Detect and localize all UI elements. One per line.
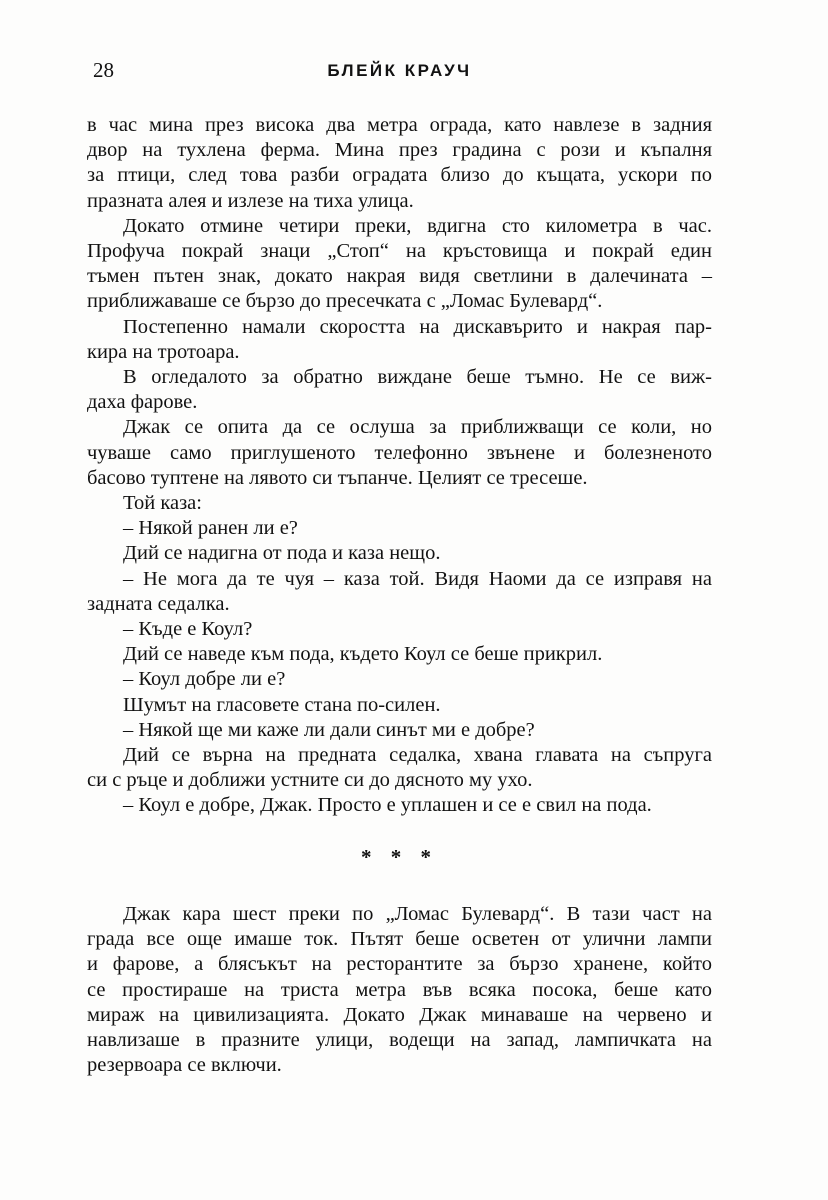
text-line: даха фарове. — [87, 391, 198, 414]
text-line: Дий се наведе към пода, където Коул се беше прикрил. — [123, 643, 603, 666]
text-line: Дий се надигна от пода и каза нещо. — [123, 542, 441, 565]
text-line: Дий се върна на предната седалка, хвана главата на съпруга — [123, 744, 712, 767]
text-line: басово туптене на лявото си тъпанче. Целият се тресеше. — [87, 466, 588, 489]
page-number: 28 — [93, 58, 114, 82]
text-line: чуваше само приглушеното телефонно звънене и болезненото — [87, 441, 712, 464]
text-line: Докато отмине четири преки, вдигна сто километра в час. — [123, 214, 712, 237]
text-line: – Някой ще ми каже ли дали синът ми е добре? — [123, 718, 535, 741]
text-line: града все още имаше ток. Пътят беше осветен от улични лампи — [87, 928, 712, 951]
text-line: и фарове, а блясъкът на ресторантите за бързо хранене, който — [87, 953, 712, 976]
text-line: си с ръце и доближи устните си до дясното му ухо. — [87, 769, 533, 792]
text-line: празната алея и излезе на тиха улица. — [87, 189, 414, 212]
running-title-author: БЛЕЙК КРАУЧ — [327, 61, 472, 80]
text-line: приближаваше се бързо до пресечката с „Ломас Булевард“. — [87, 290, 603, 313]
text-line: кира на тротоара. — [87, 340, 240, 363]
text-line: резервоара се включи. — [87, 1054, 282, 1077]
text-line: за птици, след това разби оградата близо до къщата, ускори по — [87, 164, 712, 187]
text-line: – Коул е добре, Джак. Просто е уплашен и се е свил на пода. — [123, 794, 652, 817]
text-line: Джак кара шест преки по „Ломас Булевард“. В тази част на — [123, 902, 712, 925]
text-line: Постепенно намали скоростта на дискавърито и накрая пар- — [123, 315, 712, 338]
text-line: Той каза: — [123, 492, 202, 515]
section-separator: * * * — [361, 844, 438, 869]
text-line: – Коул добре ли е? — [123, 668, 286, 691]
text-line: В огледалото за обратно виждане беше тъмно. Не се виж- — [123, 366, 712, 389]
page-text — [87, 113, 712, 1078]
text-line: навлизаше в празните улици, водещи на запад, лампичката на — [87, 1028, 712, 1051]
text-line: двор на тухлена ферма. Мина през градина с рози и къпалня — [87, 139, 712, 162]
text-line: се простираше на триста метра във всяка посока, беше като — [87, 978, 712, 1001]
text-line: Профуча покрай знаци „Стоп“ на кръстовища и покрай един — [87, 240, 712, 263]
text-line: задната седалка. — [87, 592, 230, 615]
page-header — [87, 58, 712, 82]
text-line: мираж на цивилизацията. Докато Джак минаваше на червено и — [87, 1003, 712, 1026]
text-line: тъмен пътен знак, докато накрая видя светлини в далечината – — [87, 265, 712, 288]
text-line: – Някой ранен ли е? — [123, 517, 298, 540]
text-line: Джак се опита да се ослуша за приближващи се коли, но — [123, 416, 712, 439]
text-line: Шумът на гласовете стана по-силен. — [123, 693, 441, 716]
text-line: – Къде е Коул? — [123, 618, 253, 641]
text-line: в час мина през висока два метра ограда, като навлезе в задния — [87, 114, 712, 136]
text-line: – Не мога да те чуя – каза той. Видя Наоми да се изправя на — [123, 567, 712, 590]
